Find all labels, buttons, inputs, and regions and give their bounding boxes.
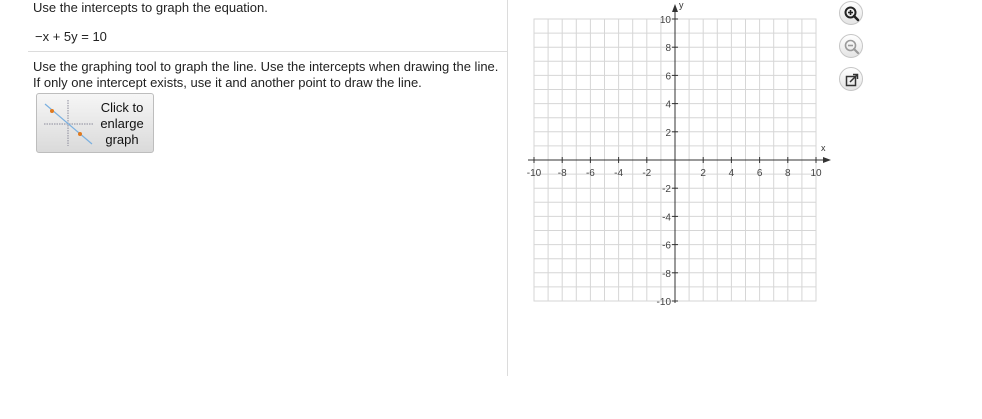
y-tick-label: 2	[665, 127, 671, 139]
directions-line-2: If only one intercept exists, use it and another point to draw the line.	[33, 75, 422, 90]
y-tick-label: -10	[656, 297, 671, 308]
y-tick-label: 4	[665, 99, 671, 111]
popout-icon	[840, 68, 864, 92]
x-tick-label: -6	[585, 168, 595, 179]
directions	[33, 59, 503, 91]
x-tick-label: 6	[756, 168, 763, 179]
x-tick-label: -4	[614, 168, 624, 179]
y-tick-label: 8	[665, 43, 671, 55]
y-tick-label: -8	[662, 268, 671, 280]
y-tick-label: -4	[662, 212, 671, 224]
divider	[28, 51, 507, 52]
enlarge-graph-button[interactable]	[36, 93, 154, 153]
x-tick-label: -8	[557, 168, 567, 179]
coordinate-grid[interactable]	[518, 0, 838, 310]
zoom-out-icon	[840, 35, 864, 59]
equation: −x + 5y = 10	[35, 29, 107, 44]
enlarge-graph-label: Click to enlarge graph	[100, 100, 144, 147]
y-tick-label: 6	[665, 71, 671, 83]
directions-line-1: Use the graphing tool to graph the line. Use the intercepts when drawing the line.	[33, 59, 499, 74]
popout-button[interactable]	[839, 67, 863, 91]
x-axis-arrow	[823, 157, 831, 163]
x-tick-label: 2	[700, 168, 706, 179]
zoom-in-button[interactable]	[839, 1, 863, 25]
graph-area[interactable]	[518, 0, 838, 310]
zoom-in-icon	[840, 2, 864, 26]
y-axis-arrow	[672, 4, 678, 12]
y-tick-label: 10	[659, 15, 671, 26]
zoom-out-button[interactable]	[839, 34, 863, 58]
x-tick-label: 4	[728, 168, 735, 179]
x-axis-label: x	[821, 143, 826, 153]
question-instruction: Use the intercepts to graph the equation.	[33, 0, 268, 15]
y-axis-label: y	[679, 0, 684, 10]
pane-divider	[507, 0, 508, 376]
x-tick-label: 8	[785, 168, 791, 179]
y-tick-label: -6	[662, 240, 671, 252]
y-tick-label: -2	[662, 184, 671, 196]
x-tick-label: -2	[642, 168, 652, 179]
x-tick-label: -10	[526, 168, 542, 179]
x-tick-label: 10	[810, 168, 822, 179]
graph-thumbnail-icon	[42, 98, 96, 148]
